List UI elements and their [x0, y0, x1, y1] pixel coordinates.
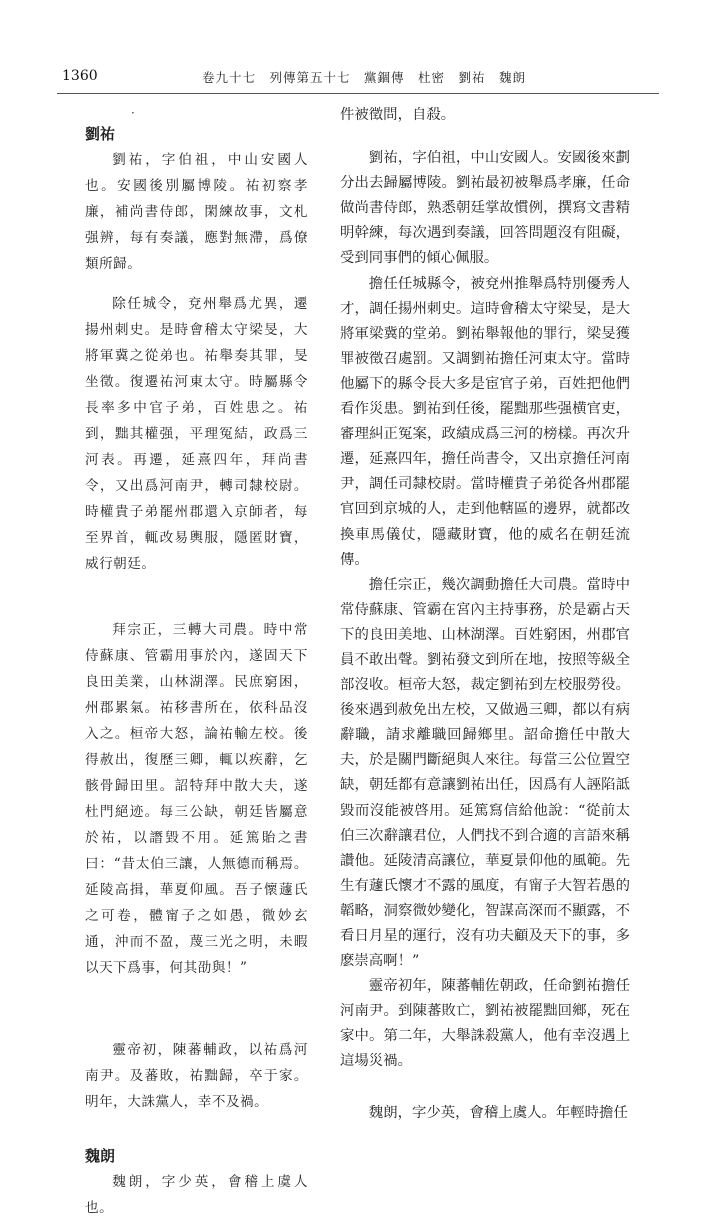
translation-continuation: 件被徵問，自殺。 [340, 107, 456, 123]
modern-translation-column [340, 103, 630, 1126]
decorative-dot: · [131, 106, 135, 120]
translation-paragraph: 擔任宗正，幾次調動擔任大司農。當時中常侍蘇康、管霸在宮內主持事務，於是霸占天下的良田美地、山林湖澤。百姓窮困，州郡官員不敢出聲。劉祐發文到所在地，按照等級全部沒收。桓帝大怒，裁定劉祐到左校服勞役。後來遇到赦免出左校，又做過三卿，都以有病辭職，請求離職回歸鄉里。詔命擔任中散大夫，於是關門斷絕與人來往。每當三公位置空缺，朝廷都有意讓劉祐出任，因爲有人誣陷詆毀而沒能被啓用。延篤寫信給他說：“從前太伯三次辭讓君位，人們找不到合適的言語來稱讚他。延陵清高讓位，華夏景仰他的風範。先生有蘧氏懷才不露的風度，有甯子大智若愚的韜略，洞察微妙變化，智謀高深而不顯露，不看日月星的運行，沒有功夫顧及天下的事，多麽崇高啊！” [340, 576, 630, 970]
page-number: 1360 [62, 68, 98, 84]
translation-paragraph: 魏朗，字少英，會稽上虞人。年輕時擔任 [368, 1104, 628, 1121]
translation-paragraph: 靈帝初年，陳蕃輔佐朝政，任命劉祐擔任河南尹。到陳蕃敗亡，劉祐被罷黜回鄉，死在家中。第二年，大舉誅殺黨人，他有幸沒遇上這場災禍。 [340, 978, 630, 1070]
header-rule [57, 93, 659, 94]
section-heading-wei-lang: 魏朗 [85, 1147, 116, 1165]
classical-paragraph: 劉祐，字伯祖，中山安國人也。安國後別屬博陵。祐初察孝廉，補尚書侍郎，閑練故事，文札强辨，每有奏議，應對無滯，爲僚類所歸。 [85, 152, 308, 272]
classical-text-column [85, 103, 308, 1221]
classical-paragraph: 魏朗，字少英，會稽上虞人也。 [85, 1174, 308, 1216]
running-head: 卷九十七 列傳第五十七 黨錮傳 杜密 劉祐 魏朗 [202, 70, 527, 85]
classical-paragraph: 靈帝初，陳蕃輔政，以祐爲河南尹。及蕃敗，祐黜歸，卒于家。明年，大誅黨人，幸不及禍。 [85, 1042, 308, 1110]
section-heading-liu-you: 劉祐 [85, 125, 116, 143]
translation-paragraph: 劉祐，字伯祖，中山安國人。安國後來劃分出去歸屬博陵。劉祐最初被舉爲孝廉，任命做尚書侍郎，熟悉朝廷掌故慣例，撰寫文書精明幹練，每次遇到奏議，回答問題沒有阻礙，受到同事們的傾心佩服。 [340, 150, 630, 267]
classical-paragraph: 拜宗正，三轉大司農。時中常侍蘇康、管霸用事於內，遂固天下良田美業，山林湖澤。民庶窮困，州郡累氣。祐移書所在，依科品沒入之。桓帝大怒，論祐輸左校。後得赦出，復歷三卿，輒以疾辭，乞骸骨歸田里。詔特拜中散大夫，遂杜門絕迹。每三公缺，朝廷皆屬意於祐，以譖毀不用。延篤貽之書曰：“昔太伯三讓，人無德而稱焉。延陵高揖，華夏仰風。吾子懷蘧氏之可卷，體甯子之如愚，微妙玄通，沖而不盈，蔑三光之明，未暇以天下爲事，何其劭與！” [85, 622, 308, 976]
classical-paragraph: 除任城令，兗州舉爲尤異，遷揚州刺史。是時會稽太守梁旻，大將軍冀之從弟也。祐舉奏其罪，旻坐徵。復遷祐河東太守。時屬縣令長率多中官子弟，百姓患之。祐到，黜其權强，平理冤結，政爲三河表。再遷，延熹四年，拜尚書令，又出爲河南尹，轉司隸校尉。時權貴子弟罷州郡還入京師者，每至界首，輒改易輿服，隱匿財寶，威行朝廷。 [85, 296, 308, 572]
translation-paragraph: 擔任任城縣令，被兗州推舉爲特別優秀人才，調任揚州刺史。這時會稽太守梁旻，是大將軍梁冀的堂弟。劉祐舉報他的罪行，梁旻獲罪被徵召處罰。又調劉祐擔任河東太守。當時他屬下的縣令長大多是宦官子弟，百姓把他們看作災患。劉祐到任後，罷黜那些强横官吏，審理糾正冤案，政績成爲三河的榜樣。再次升遷，延熹四年，擔任尚書令，又出京擔任河南尹，調任司隸校尉。當時權貴子弟從各州郡罷官回到京城的人，走到他轄區的邊界，就都改換車馬儀仗，隱藏財寶，他的威名在朝廷流傳。 [340, 275, 630, 568]
